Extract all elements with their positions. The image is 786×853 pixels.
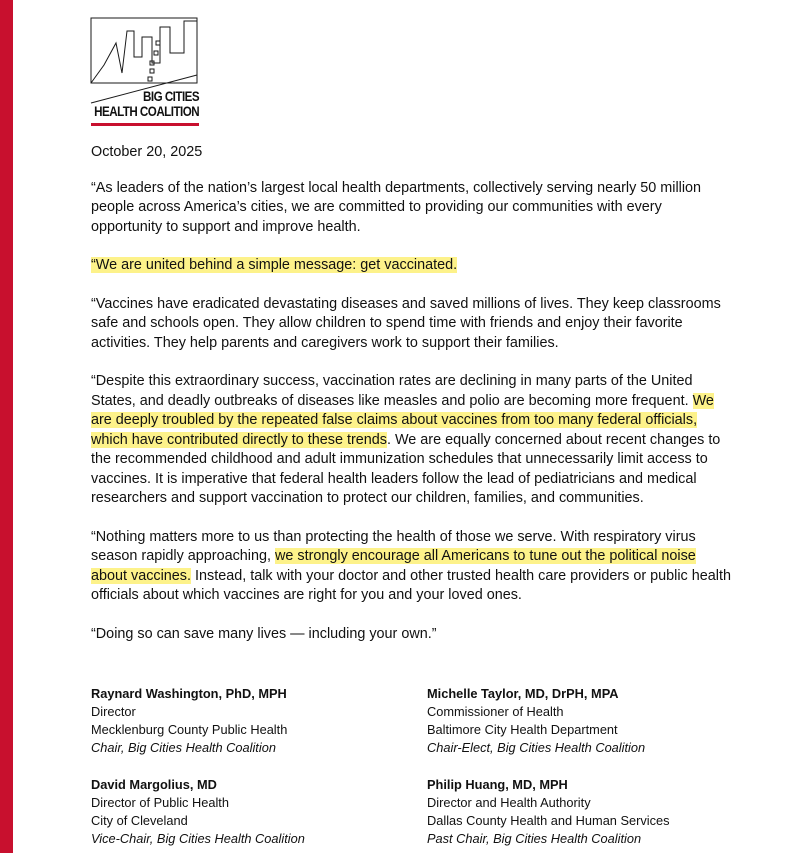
signatory [427,685,747,757]
highlight-text: “We are united behind a simple message: get vaccinated. [91,257,458,273]
signatory [427,776,747,848]
signatory-name: David Margolius, MD [91,777,217,792]
paragraph-4-text: . We are equally concerned about recent changes to the recommended childhood and adult immunization schedules that unnecessarily limit access to vaccines. It is imperative that federal health leaders follow the lead of pediatricians and medical researchers and support vaccination to protect our children, families, and communities. [91,431,721,506]
signatory-name: Michelle Taylor, MD, DrPH, MPA [427,686,619,701]
signatory-name: Philip Huang, MD, MPH [427,777,568,792]
logo-wordmark [94,89,199,119]
highlight-text: We are deeply troubled by the repeated false claims about vaccines from too many federal officials, which have contributed directly to these trends [91,392,714,448]
signatory [91,685,411,757]
signatory-role: Past Chair, Big Cities Health Coalition [427,831,642,846]
signatory-title: Director and Health Authority [427,795,591,810]
paragraph-4 [91,372,731,509]
signatory [91,776,411,848]
signatory-role: Vice-Chair, Big Cities Health Coalition [91,831,305,846]
paragraph-5-text: “Nothing matters more to us than protecting the health of those we serve. With respiratory virus season rapidly approaching, [91,528,696,564]
signatory-organization: Baltimore City Health Department [427,722,618,737]
paragraph-5 [91,528,731,606]
logo-line-1: BIG CITIES [142,89,199,104]
big-cities-health-coalition-logo [90,17,202,129]
logo-underline [91,123,199,126]
signatory-organization: Mecklenburg County Public Health [91,722,288,737]
paragraph-6: “Doing so can save many lives — including your own.” [91,625,437,642]
signatory-title: Commissioner of Health [427,704,564,719]
signatory-role: Chair-Elect, Big Cities Health Coalition [427,740,646,755]
paragraph-4-text: “Despite this extraordinary success, vaccination rates are declining in many parts of the United States, and deadly outbreaks of diseases like measles and polio are becoming more frequent. [91,373,693,409]
signatory-organization: City of Cleveland [91,813,188,828]
signatory-organization: Dallas County Health and Human Services [427,813,670,828]
signatory-role: Chair, Big Cities Health Coalition [91,740,276,755]
signatory-title: Director of Public Health [91,795,229,810]
letter-date: October 20, 2025 [91,144,203,160]
red-margin-bar [0,0,13,853]
signatory-name: Raynard Washington, PhD, MPH [91,686,287,701]
signatory-title: Director [91,704,136,719]
letter-body [91,143,731,663]
paragraph-1: “As leaders of the nation’s largest local health departments, collectively serving nearly 50 million people across America’s cities, we are committed to providing our communities with every opportunity to support and improve health. [91,179,702,235]
paragraph-2 [91,256,731,276]
paragraph-5-text: Instead, talk with your doctor and other trusted health care providers or public health officials about which vaccines are right for you and your loved ones. [91,567,731,603]
highlight-text: we strongly encourage all Americans to tune out the political noise about vaccines. [91,548,696,584]
paragraph-3: “Vaccines have eradicated devastating diseases and saved millions of lives. They keep classrooms safe and schools open. They allow children to spend time with friends and enjoy their favorite activities. They help parents and caregivers work to support their families. [91,295,721,351]
logo-line-2: HEALTH COALITION [93,104,199,119]
